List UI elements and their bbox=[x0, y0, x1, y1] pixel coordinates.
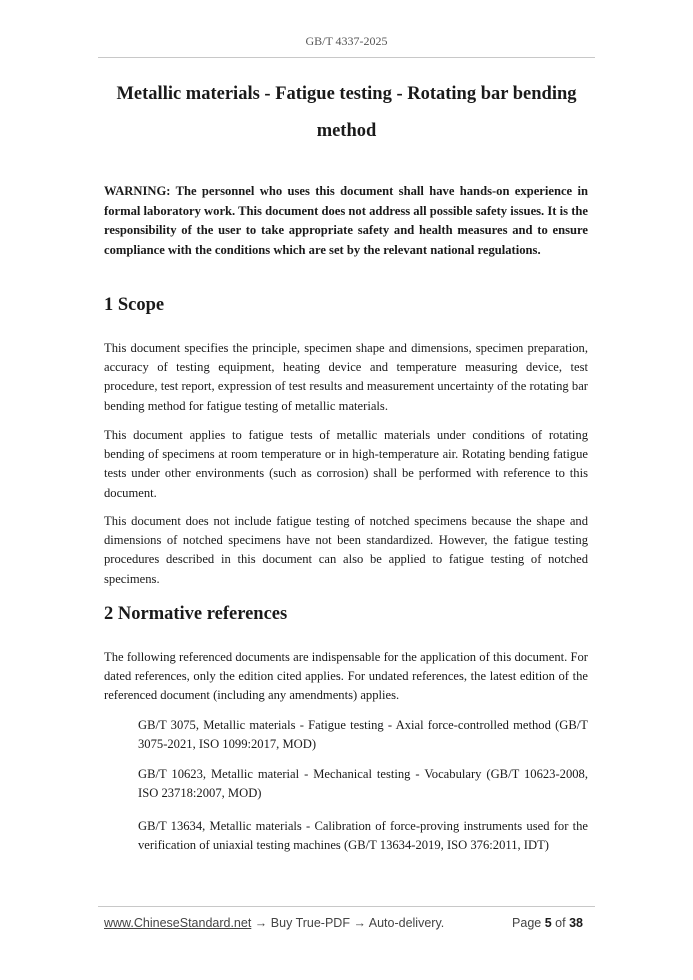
arrow-icon: → bbox=[353, 916, 366, 930]
page-label: Page bbox=[512, 916, 542, 930]
reference-item: GB/T 10623, Metallic material - Mechanical testing - Vocabulary (GB/T 10623-2008, ISO 23718:2007, MOD) bbox=[138, 767, 588, 801]
current-page: 5 bbox=[544, 916, 552, 930]
footer-divider bbox=[98, 906, 595, 907]
reference-item: GB/T 3075, Metallic materials - Fatigue testing - Axial force-controlled method (GB/T 3075-2021, ISO 1099:2017, MOD) bbox=[138, 718, 588, 752]
footer-promo bbox=[104, 916, 444, 930]
scope-paragraph-3: This document does not include fatigue testing of notched specimens because the shape and dimensions of notched specimens have not been standardized. However, the fatigue testing procedures described in this document can also be applied to fatigue testing of notched specimens. bbox=[104, 514, 588, 586]
section-heading-normative-references: 2 Normative references bbox=[104, 604, 288, 624]
site-link[interactable]: www.ChineseStandard.net bbox=[104, 916, 252, 930]
document-code-header: GB/T 4337-2025 bbox=[305, 34, 388, 48]
scope-paragraph-2: This document applies to fatigue tests of metallic materials under conditions of rotating bending of specimens at room temperature or in high-temperature air. Rotating bending fatigue tests under other environments (such as corrosion) shall be performed with reference to this document. bbox=[104, 428, 588, 500]
page-number bbox=[512, 916, 583, 930]
page-of-label: of bbox=[555, 916, 566, 930]
arrow-icon: → bbox=[254, 916, 268, 930]
reference-item: GB/T 13634, Metallic materials - Calibration of force-proving instruments used for the verification of uniaxial testing machines (GB/T 13634-2019, ISO 376:2011, IDT) bbox=[138, 819, 588, 853]
normative-references-paragraph: The following referenced documents are indispensable for the application of this document. For dated references, only the edition cited applies. For undated references, the latest edition of the referenced document (including any amendments) applies. bbox=[104, 650, 588, 703]
total-pages: 38 bbox=[569, 916, 583, 930]
scope-paragraph-1: This document specifies the principle, specimen shape and dimensions, specimen preparation, accuracy of testing equipment, heating device and temperature measuring device, test procedure, test report, expression of test results and measurement uncertainty of the rotating bar bending method for fatigue testing of metallic materials. bbox=[104, 341, 588, 413]
auto-delivery-text: Auto-delivery. bbox=[368, 916, 445, 930]
warning-paragraph: WARNING: The personnel who uses this document shall have hands-on experience in formal laboratory work. This document does not address all possible safety issues. It is the responsibility of the user to take appropriate safety and health measures and to ensure compliance with the conditions which are set by the relevant national regulations. bbox=[104, 184, 588, 257]
header-divider bbox=[98, 57, 595, 58]
document-title: Metallic materials - Fatigue testing - Rotating bar bending method bbox=[116, 84, 577, 141]
buy-pdf-text: Buy True-PDF bbox=[270, 916, 350, 930]
section-heading-scope: 1 Scope bbox=[104, 295, 165, 315]
